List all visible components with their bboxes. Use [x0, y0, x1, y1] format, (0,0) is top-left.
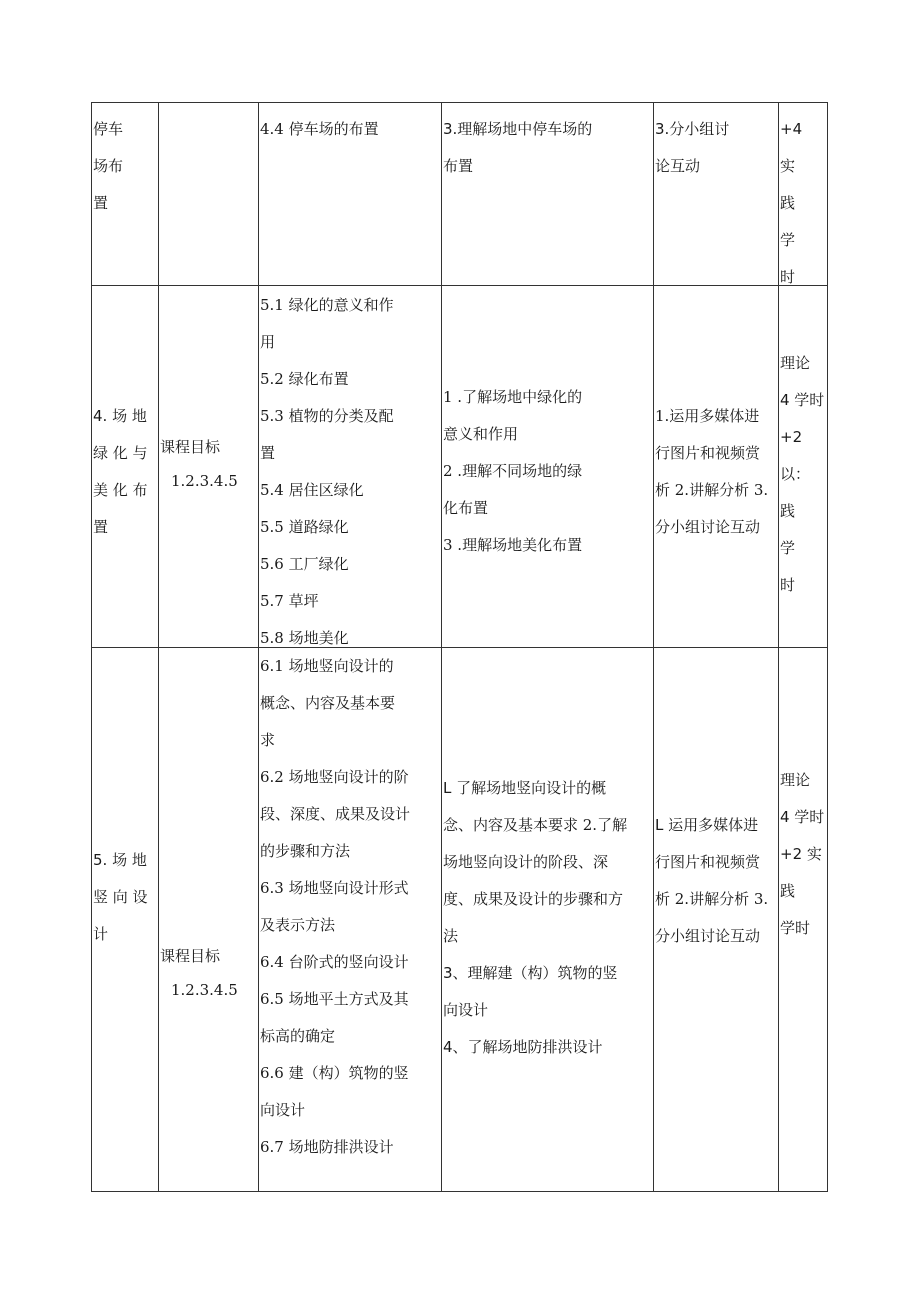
row-1-content-cell [260, 111, 440, 148]
cell-line: L 运用多媒体进 [655, 816, 759, 834]
row-divider [91, 285, 828, 286]
cell-line: 向设计 [260, 1101, 306, 1119]
cell-line: +2 [780, 428, 803, 446]
cell-line: 行图片和视频赏 [655, 853, 761, 871]
column-divider [441, 102, 442, 1192]
cell-line: 6.2 场地竖向设计的阶 [260, 768, 409, 786]
cell-line: 课程目标 [160, 947, 221, 965]
cell-line: 6.5 场地平土方式及其 [260, 990, 409, 1008]
row-1-requirements-cell [443, 111, 652, 185]
row-1-module-cell [93, 111, 157, 222]
cell-line: 5.4 居住区绿化 [260, 481, 364, 499]
cell-line: 理论 [780, 771, 811, 789]
cell-line: 向设计 [443, 1001, 489, 1019]
row-3-methods-cell [655, 807, 777, 955]
cell-line: 学 [780, 231, 796, 249]
cell-line: 6.7 场地防排洪设计 [260, 1138, 394, 1156]
row-3-hours-cell [780, 762, 827, 947]
cell-line: 1 .了解场地中绿化的 [443, 388, 583, 406]
row-2-content-cell [260, 286, 440, 648]
cell-line: 以： [780, 465, 811, 483]
cell-line: 念、内容及基本要求 2.了解 [443, 816, 628, 834]
cell-line: 3.理解场地中停车场的 [443, 120, 593, 138]
cell-line: 6.6 建（构）筑物的竖 [260, 1064, 409, 1082]
column-divider [158, 102, 159, 1192]
cell-line: 绿 化 与 [93, 444, 148, 462]
row-divider [91, 647, 828, 648]
row-1-methods-cell [655, 111, 777, 185]
cell-line: 5.7 草坪 [260, 592, 319, 610]
cell-line: 行图片和视频赏 [655, 444, 761, 462]
row-3-requirements-cell [443, 770, 652, 1066]
column-divider [258, 102, 259, 1192]
cell-line: 场地竖向设计的阶段、深 [443, 853, 609, 871]
cell-line: 践 [780, 882, 796, 900]
row-2-requirements-cell [443, 379, 652, 564]
cell-line: 时 [780, 268, 796, 286]
cell-line: 析 2.讲解分析 3. [655, 481, 769, 499]
cell-line: 标高的确定 [260, 1027, 336, 1045]
cell-line: 场布 [93, 157, 124, 175]
cell-line: 6.4 台阶式的竖向设计 [260, 953, 409, 971]
cell-line: 学时 [780, 919, 811, 937]
cell-line: 实 [780, 157, 796, 175]
cell-line: L 了解场地竖向设计的概 [443, 779, 607, 797]
cell-line: 5.8 场地美化 [260, 629, 349, 647]
column-divider [778, 102, 779, 1192]
column-divider [653, 102, 654, 1192]
cell-line: 4 学时 [780, 808, 825, 826]
cell-line: 课程目标 [160, 438, 221, 456]
cell-line: 置 [93, 194, 109, 212]
cell-line: 4 学时 [780, 391, 825, 409]
cell-line: 4、了解场地防排洪设计 [443, 1038, 603, 1056]
cell-line: 2 .理解不同场地的绿 [443, 462, 583, 480]
cell-line: 概念、内容及基本要 [260, 694, 396, 712]
cell-line: 意义和作用 [443, 425, 519, 443]
cell-line: 5.2 绿化布置 [260, 370, 349, 388]
cell-line: 3 .理解场地美化布置 [443, 536, 583, 554]
cell-line: 时 [780, 576, 796, 594]
table-border-bottom [91, 1191, 828, 1192]
cell-line: 化布置 [443, 499, 489, 517]
cell-line: 求 [260, 731, 276, 749]
cell-line: 5.5 道路绿化 [260, 518, 349, 536]
cell-line: 践 [780, 502, 796, 520]
row-1-hours-cell [780, 111, 827, 296]
cell-line: 用 [260, 333, 276, 351]
table-border-top [91, 102, 828, 103]
cell-line: 布置 [443, 157, 474, 175]
cell-line: 度、成果及设计的步骤和方 [443, 890, 624, 908]
cell-line: 段、深度、成果及设计 [260, 805, 411, 823]
cell-line: 3、理解建（构）筑物的竖 [443, 964, 618, 982]
row-2-objective-cell [160, 430, 257, 498]
cell-line: 5. 场 地 [93, 851, 147, 869]
cell-line: 践 [780, 194, 796, 212]
cell-line: 学 [780, 539, 796, 557]
cell-line: 4. 场 地 [93, 407, 147, 425]
cell-line: +4 [780, 120, 803, 138]
row-2-methods-cell [655, 398, 777, 546]
cell-line: 析 2.讲解分析 3. [655, 890, 769, 908]
cell-line: 1.2.3.4.5 [171, 981, 238, 999]
table-border-left [91, 102, 92, 1192]
cell-line: 5.1 绿化的意义和作 [260, 296, 394, 314]
row-3-content-cell [260, 648, 440, 1191]
cell-line: 竖 向 设 [93, 888, 148, 906]
cell-line: 理论 [780, 354, 811, 372]
row-3-objective-cell [160, 939, 257, 1007]
cell-line: 1.2.3.4.5 [171, 472, 238, 490]
cell-line: 6.3 场地竖向设计形式 [260, 879, 409, 897]
row-2-module-cell [93, 398, 157, 546]
cell-line: 4.4 停车场的布置 [260, 120, 379, 138]
cell-line: 置 [93, 518, 109, 536]
cell-line: 论互动 [655, 157, 701, 175]
cell-line: 6.1 场地竖向设计的 [260, 657, 394, 675]
cell-line: 计 [93, 925, 109, 943]
cell-line: 分小组讨论互动 [655, 927, 761, 945]
cell-line: 5.3 植物的分类及配 [260, 407, 394, 425]
cell-line: 停车 [93, 120, 124, 138]
cell-line: 的步骤和方法 [260, 842, 351, 860]
cell-line: 3.分小组讨 [655, 120, 730, 138]
row-3-module-cell [93, 842, 157, 953]
cell-line: 1.运用多媒体进 [655, 407, 760, 425]
cell-line: 及表示方法 [260, 916, 336, 934]
cell-line: 分小组讨论互动 [655, 518, 761, 536]
row-2-hours-cell [780, 345, 827, 604]
course-table [91, 102, 828, 1192]
cell-line: 置 [260, 444, 276, 462]
cell-line: 5.6 工厂绿化 [260, 555, 349, 573]
table-border-right [827, 102, 828, 1192]
cell-line: 美 化 布 [93, 481, 148, 499]
cell-line: +2 实 [780, 845, 822, 863]
cell-line: 法 [443, 927, 459, 945]
